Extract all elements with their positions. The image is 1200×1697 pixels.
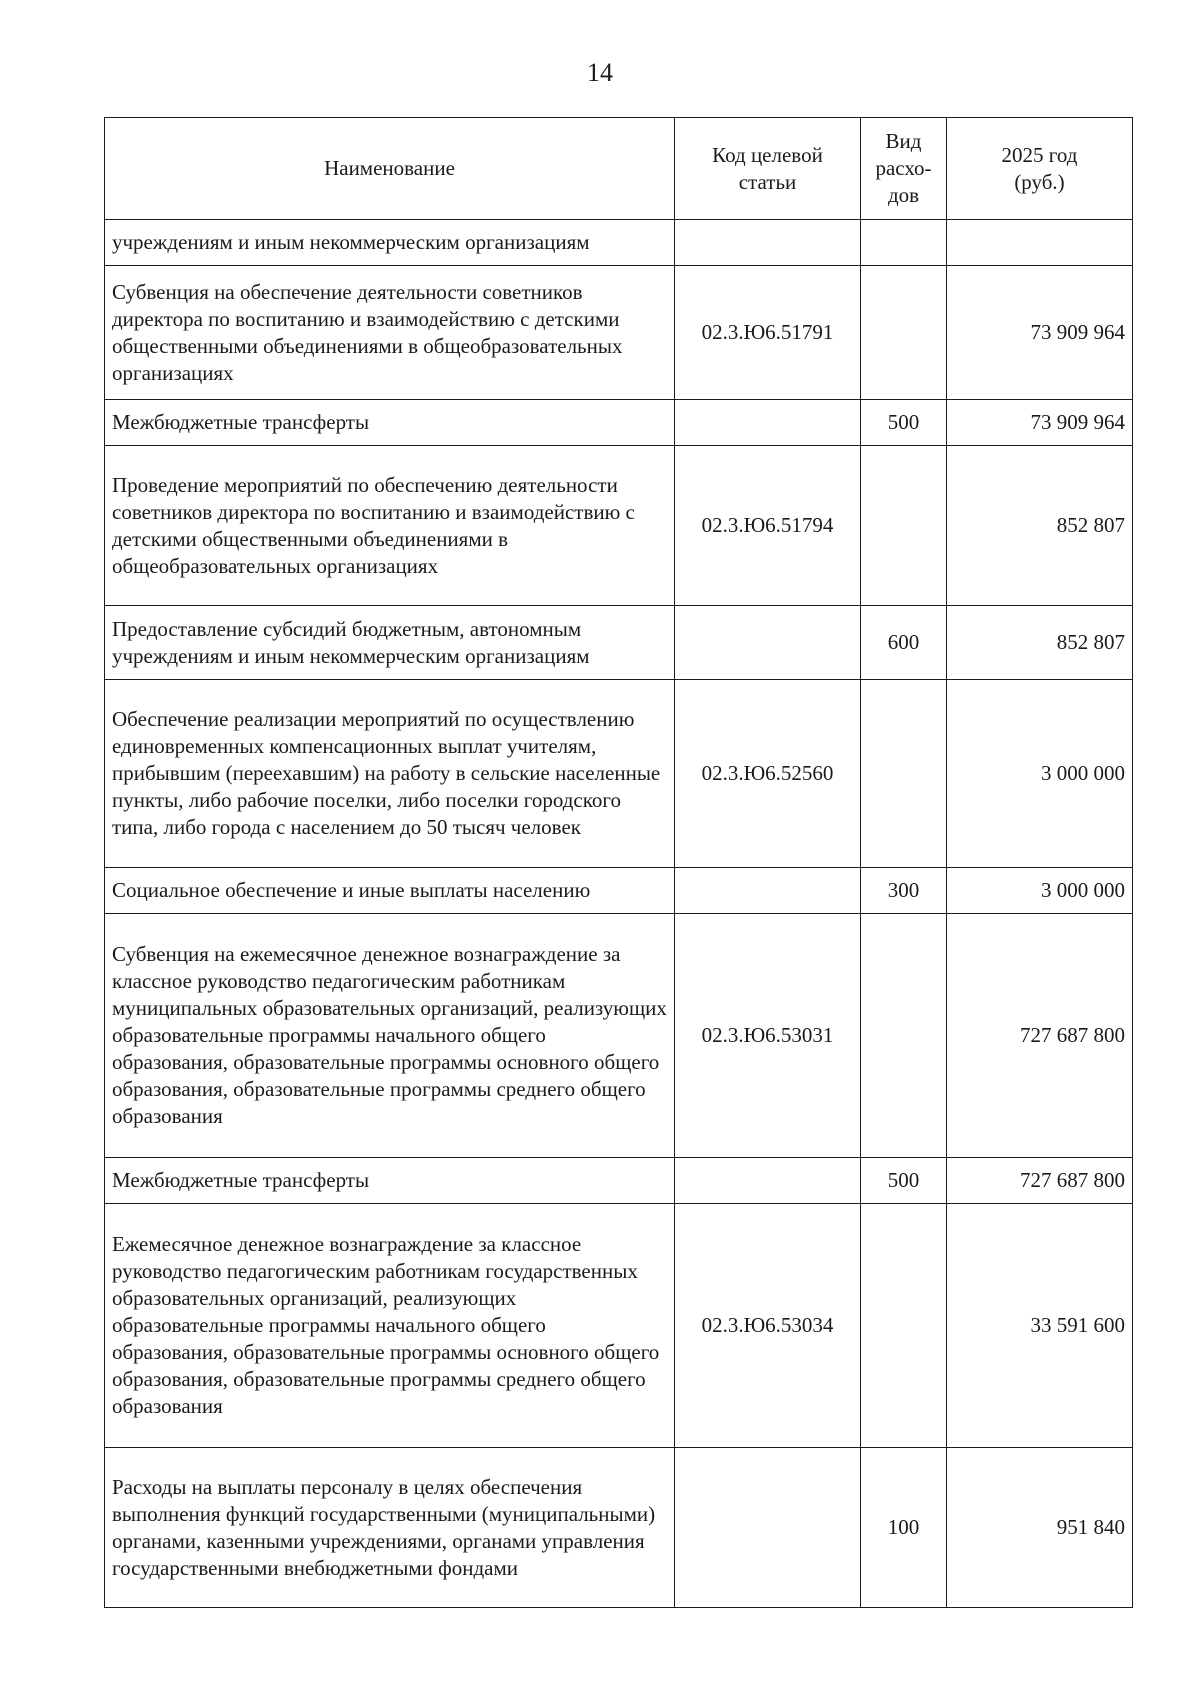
header-code <box>675 118 861 220</box>
row-sum: 727 687 800 <box>947 1158 1133 1204</box>
row-name: Предоставление субсидий бюджетным, автономным учреждениям и иным некоммерческим организациям <box>105 606 675 680</box>
row-code <box>675 220 861 266</box>
table-row <box>105 1158 1133 1204</box>
row-code: 02.3.Ю6.53034 <box>675 1204 861 1448</box>
row-code: 02.3.Ю6.52560 <box>675 680 861 868</box>
row-sum: 951 840 <box>947 1448 1133 1608</box>
row-name: Субвенция на обеспечение деятельности советников директора по воспитанию и взаимодействию с детскими общественными объединениями в общеобразовательных организациях <box>105 266 675 400</box>
row-vid <box>861 680 947 868</box>
header-vid-line3: дов <box>887 183 920 207</box>
table-header-row <box>105 118 1133 220</box>
header-name-label: Наименование <box>324 156 455 180</box>
header-vid-line2: расхо- <box>875 156 932 180</box>
table-row <box>105 1204 1133 1448</box>
row-name: Субвенция на ежемесячное денежное вознаграждение за классное руководство педагогическим работникам муниципальных образовательных организаций, реализующих образовательные программы начального общего образования, образовательные программы основного общего образования, образовательные программы среднего общего образования <box>105 914 675 1158</box>
row-name: Расходы на выплаты персоналу в целях обеспечения выполнения функций государственными (муниципальными) органами, казенными учреждениями, органами управления государственными внебюджетными фондами <box>105 1448 675 1608</box>
row-sum: 73 909 964 <box>947 400 1133 446</box>
row-vid <box>861 266 947 400</box>
row-sum: 33 591 600 <box>947 1204 1133 1448</box>
row-code <box>675 606 861 680</box>
row-sum: 3 000 000 <box>947 868 1133 914</box>
row-vid <box>861 220 947 266</box>
row-code <box>675 1158 861 1204</box>
table-row <box>105 266 1133 400</box>
table-row <box>105 606 1133 680</box>
row-code: 02.3.Ю6.51794 <box>675 446 861 606</box>
row-name: Проведение мероприятий по обеспечению деятельности советников директора по воспитанию и взаимодействию с детскими общественными объединениями в общеобразовательных организациях <box>105 446 675 606</box>
table-row <box>105 868 1133 914</box>
row-vid <box>861 446 947 606</box>
row-vid: 300 <box>861 868 947 914</box>
row-code: 02.3.Ю6.51791 <box>675 266 861 400</box>
row-vid <box>861 914 947 1158</box>
row-sum: 73 909 964 <box>947 266 1133 400</box>
table-row <box>105 400 1133 446</box>
row-vid <box>861 1204 947 1448</box>
row-name: Социальное обеспечение и иные выплаты населению <box>105 868 675 914</box>
table-row <box>105 1448 1133 1608</box>
row-name: Межбюджетные трансферты <box>105 400 675 446</box>
row-code <box>675 1448 861 1608</box>
row-name: Межбюджетные трансферты <box>105 1158 675 1204</box>
budget-table <box>104 117 1133 1608</box>
row-vid: 500 <box>861 1158 947 1204</box>
header-code-line1: Код целевой <box>712 142 823 167</box>
row-sum: 852 807 <box>947 446 1133 606</box>
row-code: 02.3.Ю6.53031 <box>675 914 861 1158</box>
header-sum <box>947 118 1133 220</box>
row-code <box>675 868 861 914</box>
row-sum: 3 000 000 <box>947 680 1133 868</box>
page-number: 14 <box>587 58 613 87</box>
row-name: учреждениям и иным некоммерческим организациям <box>105 220 675 266</box>
row-code <box>675 400 861 446</box>
header-sum-line2: (руб.) <box>1014 169 1065 194</box>
header-code-line2: статьи <box>738 169 797 194</box>
row-vid: 500 <box>861 400 947 446</box>
row-vid: 600 <box>861 606 947 680</box>
header-name <box>105 118 675 220</box>
row-name: Обеспечение реализации мероприятий по осуществлению единовременных компенсационных выплат учителям, прибывшим (переехавшим) на работу в сельские населенные пункты, либо рабочие поселки, либо поселки городского типа, либо города с населением до 50 тысяч человек <box>105 680 675 868</box>
header-vid <box>861 118 947 220</box>
table-row <box>105 220 1133 266</box>
row-name: Ежемесячное денежное вознаграждение за классное руководство педагогическим работникам государственных образовательных организаций, реализующих образовательные программы начального общего образования, образовательные программы основного общего образования, образовательные программы среднего общего образования <box>105 1204 675 1448</box>
row-sum <box>947 220 1133 266</box>
header-sum-line1: 2025 год <box>1001 142 1078 167</box>
table-row <box>105 446 1133 606</box>
row-sum: 727 687 800 <box>947 914 1133 1158</box>
row-vid: 100 <box>861 1448 947 1608</box>
table-row <box>105 914 1133 1158</box>
table-row <box>105 680 1133 868</box>
header-vid-line1: Вид <box>885 129 922 153</box>
row-sum: 852 807 <box>947 606 1133 680</box>
